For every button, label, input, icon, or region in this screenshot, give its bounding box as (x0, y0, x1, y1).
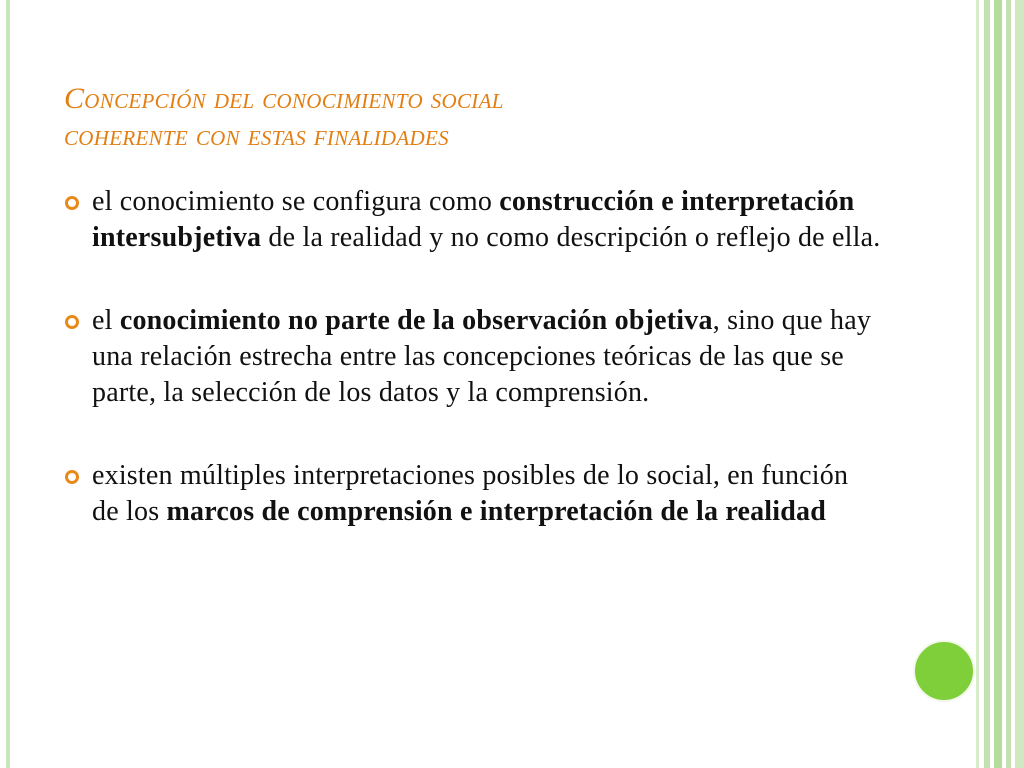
bullet-text-part: el (92, 305, 120, 336)
title-line-2: coherente con estas finalidades (64, 119, 449, 152)
bullet-text-part: el conocimiento se configura como (92, 186, 500, 217)
bullet-text-bold: marcos de comprensión e interpretación de la realidad (166, 496, 826, 527)
bullet-text (92, 186, 880, 253)
slide-title (64, 80, 884, 154)
bullet-text-part: de la realidad y no como descripción o reflejo de ella. (261, 222, 881, 253)
bullet-text (92, 305, 871, 408)
bullet-list (62, 184, 882, 530)
bullet-ring-icon (64, 314, 80, 330)
decorative-green-circle (913, 640, 975, 702)
bullet-text (92, 460, 848, 527)
title-line-1: Concepción del conocimiento social (64, 82, 504, 115)
bullet-text-part: , sino que hay una relación estrecha entre las concepciones teóricas de las que se parte, la selección de los datos y la comprensión. (92, 305, 872, 408)
bullet-ring-icon (64, 469, 80, 485)
right-decorative-stripes (976, 0, 1024, 768)
bullet-item (62, 184, 882, 256)
bullet-item (62, 458, 882, 530)
stripe (976, 0, 979, 768)
stripe (1006, 0, 1011, 768)
bullet-item (62, 303, 882, 411)
stripe (994, 0, 1002, 768)
stripe (984, 0, 990, 768)
bullet-text-bold: construcción e interpretación intersubjetiva (92, 186, 855, 253)
left-decorative-stripe (6, 0, 10, 768)
stripe (1015, 0, 1024, 768)
bullet-text-bold: conocimiento no parte de la observación objetiva (119, 305, 713, 336)
bullet-ring-icon (64, 195, 80, 211)
bullet-text-part: existen múltiples interpretaciones posibles de lo social, en función de los (92, 460, 849, 527)
